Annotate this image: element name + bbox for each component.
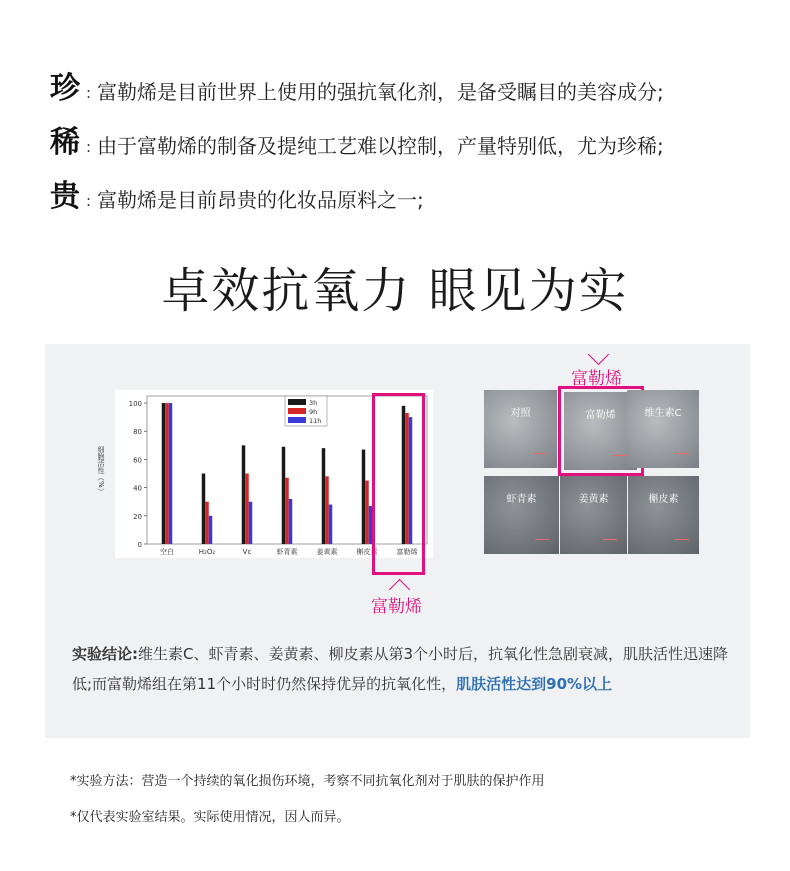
x-tick-label: 虾青素 — [276, 548, 298, 556]
legend-label: 3h — [309, 399, 318, 407]
x-tick-label: 富勒烯 — [396, 548, 418, 556]
x-tick-label: H₂O₂ — [198, 548, 216, 556]
bar — [249, 502, 253, 544]
bar — [242, 445, 246, 544]
claim-text: 由于富勒烯的制备及提纯工艺难以控制，产量特别低，尤为珍稀; — [97, 134, 664, 158]
micrograph-label: 虾青素 — [506, 494, 537, 505]
micrograph-curcumin — [560, 476, 627, 554]
bar — [285, 478, 289, 544]
x-tick-label: 槲皮素 — [356, 548, 378, 556]
y-tick-label: 20 — [133, 512, 142, 521]
bar — [325, 476, 329, 544]
bar — [165, 403, 169, 544]
bar — [209, 516, 213, 544]
experiment-panel — [45, 344, 750, 738]
legend-label: 11h — [309, 417, 322, 425]
micrograph-control — [484, 390, 557, 468]
bar — [245, 474, 249, 544]
down-caret-icon — [588, 344, 609, 365]
micrograph-label: 对照 — [510, 408, 531, 419]
chart-highlight-label: 富勒烯 — [371, 597, 422, 617]
bar — [362, 450, 366, 544]
claim-precious — [50, 160, 664, 214]
claim-colon: : — [86, 138, 92, 156]
claim-text: 富勒烯是目前昂贵的化妆品原料之一; — [97, 188, 424, 212]
micrograph-label: 槲皮素 — [648, 494, 679, 505]
bar — [329, 505, 333, 544]
micrograph-label: 富勒烯 — [585, 410, 616, 421]
y-tick-label: 60 — [133, 456, 142, 465]
claim-colon: : — [86, 192, 92, 210]
experiment-conclusion — [72, 639, 742, 699]
claim-rare — [50, 52, 664, 106]
x-tick-label: Vc — [242, 548, 252, 556]
micrograph-label: 姜黄素 — [578, 494, 609, 505]
y-tick-label: 0 — [137, 541, 142, 549]
y-tick-label: 40 — [133, 484, 142, 493]
micrograph-quercetin — [628, 476, 699, 554]
chart-highlight-box — [372, 393, 425, 575]
bar — [365, 481, 369, 544]
bar — [162, 403, 166, 544]
legend-swatch — [288, 417, 306, 423]
y-tick-label: 80 — [133, 428, 142, 437]
bar — [169, 403, 173, 544]
claim-char: 稀 — [50, 125, 80, 160]
conclusion-body: 维生素C、虾青素、姜黄素、柳皮素从第3个小时后，抗氧化性急剧衰减，肌肤活性迅速降低;而富勒烯组在第11个小时时仍然保持优异的抗氧化性， — [72, 645, 729, 693]
micrograph-vitamin-c — [627, 390, 699, 468]
micrograph-label: 维生素C — [644, 408, 682, 419]
conclusion-highlight: 肌肤活性达到90%以上 — [456, 675, 613, 693]
x-tick-label: 姜黄素 — [316, 548, 338, 556]
y-tick-label: 100 — [128, 400, 142, 409]
footnote-disclaimer: *仅代表实验室结果。实际使用情况，因人而异。 — [70, 810, 350, 825]
x-tick-label: 空白 — [160, 548, 174, 556]
footnotes — [70, 764, 545, 836]
claim-colon: : — [86, 84, 92, 102]
legend-swatch — [288, 399, 306, 405]
bar — [282, 447, 286, 544]
micrograph-highlight-label: 富勒烯 — [571, 369, 622, 389]
conclusion-lead: 实验结论: — [72, 645, 138, 663]
bar — [202, 474, 206, 544]
bar — [289, 499, 293, 544]
legend-label: 9h — [309, 408, 318, 416]
bar — [322, 448, 326, 544]
claim-char: 贵 — [50, 179, 80, 214]
bar — [205, 502, 209, 544]
y-axis-label: 细胞活性（%） — [97, 446, 105, 495]
claim-scarce — [50, 106, 664, 160]
footnote-method: *实验方法：营造一个持续的氧化损伤环境，考察不同抗氧化剂对于肌肤的保护作用 — [70, 774, 545, 789]
claim-char: 珍 — [50, 71, 80, 106]
claims-list — [50, 52, 664, 214]
claim-text: 富勒烯是目前世界上使用的强抗氧化剂，是备受瞩目的美容成分; — [97, 80, 664, 104]
legend-swatch — [288, 408, 306, 414]
micrograph-astaxanthin — [484, 476, 559, 554]
page-headline: 卓效抗氧力 眼见为实 — [161, 263, 629, 319]
